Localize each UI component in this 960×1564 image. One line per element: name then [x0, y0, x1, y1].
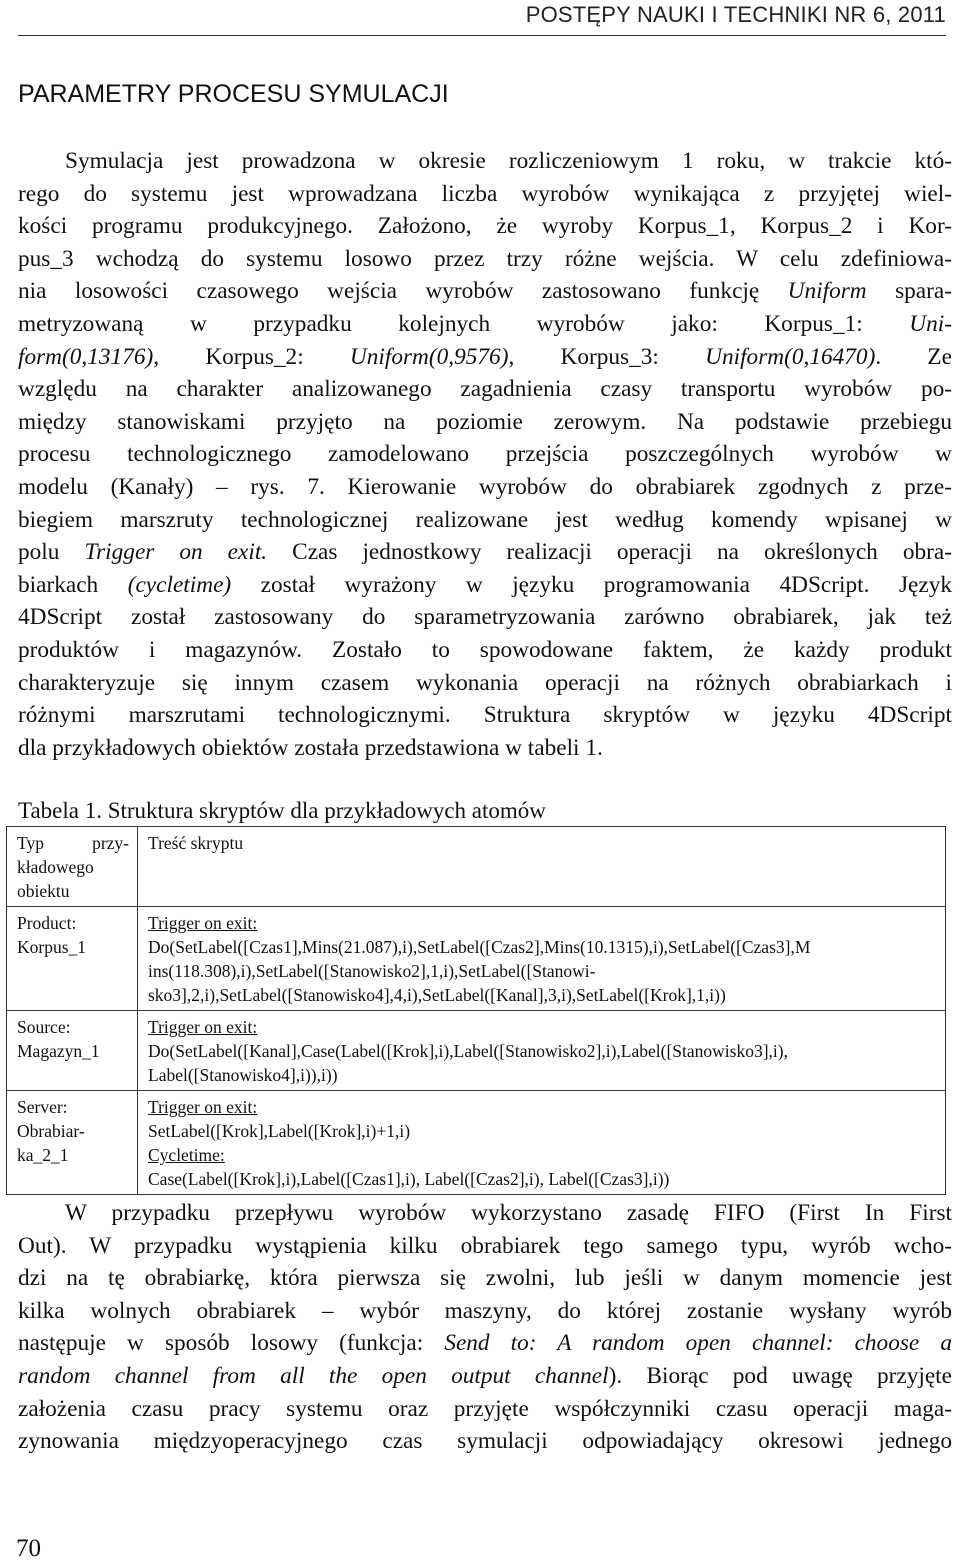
text-line: Symulacja jest prowadzona w okresie rozliczeniowym 1 roku, w trakcie któ-: [65, 148, 952, 174]
object-type-cell: Source: Magazyn_1: [7, 1011, 138, 1091]
table-header-row: [7, 827, 946, 907]
header-rule: [18, 35, 946, 36]
paragraph-fifo: [18, 1197, 952, 1458]
text-line: 4DScript został zastosowany do sparametryzowania zarówno obrabiarek, jak też: [18, 604, 952, 631]
text-line: następuje w sposób losowy (funkcja: Send to: A random open channel: choose a: [18, 1330, 952, 1357]
text-line: kilka wolnych obrabiarek – wybór maszyny, do której zostanie wysłany wyrób: [18, 1297, 952, 1324]
text-line: dla przykładowych obiektów została przedstawiona w tabeli 1.: [18, 734, 603, 761]
text-line: procesu technologicznego zamodelowano przejścia poszczególnych wyrobów w: [18, 441, 952, 468]
text-line: między stanowiskami przyjęto na poziomie zerowym. Na podstawie przebiegu: [18, 408, 952, 435]
text-line: produktów i magazynów. Zostało to spowodowane faktem, że każdy produkt: [18, 636, 952, 663]
text-line: modelu (Kanały) – rys. 7. Kierowanie wyrobów do obrabiarek zgodnych z prze-: [18, 473, 952, 500]
object-type-cell: Server: Obrabiar- ka_2_1: [7, 1091, 138, 1195]
text-line: pus_3 wchodzą do systemu losowo przez trzy różne wejścia. W celu zdefiniowa-: [18, 245, 952, 272]
text-line: nia losowości czasowego wejścia wyrobów zastosowano funkcję Uniform spara-: [18, 278, 952, 305]
text-line: biarkach (cycletime) został wyrażony w języku programowania 4DScript. Język: [18, 571, 952, 598]
text-line: W przypadku przepływu wyrobów wykorzystano zasadę FIFO (First In First: [65, 1200, 952, 1226]
text-line: form(0,13176), Korpus_2: Uniform(0,9576), Korpus_3: Uniform(0,16470). Ze: [18, 343, 952, 370]
script-cell: Trigger on exit: Do(SetLabel([Kanal],Case(Label([Krok],i),Label([Stanowisko2],i),Label([Stanowisko3],i), Label([Stanowisko4],i)),i)): [138, 1011, 946, 1091]
table-row: [7, 1091, 946, 1195]
header-cell-object-type: Typ przy- kładowego obiektu: [7, 827, 138, 907]
text-line: różnymi marszrutami technologicznymi. Struktura skryptów w języku 4DScript: [18, 702, 952, 729]
page-number: 70: [16, 1535, 41, 1562]
table-caption: Tabela 1. Struktura skryptów dla przykładowych atomów: [18, 798, 546, 823]
text-line: dzi na tę obrabiarkę, która pierwsza się zwolni, lub jeśli w danym momencie jest: [18, 1265, 952, 1292]
script-cell: Trigger on exit: Do(SetLabel([Czas1],Mins(21.087),i),SetLabel([Czas2],Mins(10.1315),i),SetLabel([Czas3],M ins(118.308),i),SetLabel([Stanowisko2],1,i),SetLabel([Stanowi- sko3],2,i),SetLabel([Stanowisko4],4,i),SetLabel([Kanal],3,i),SetLabel([Krok],1,i)): [138, 907, 946, 1011]
text-line: względu na charakter analizowanego zagadnienia czasy transportu wyrobów po-: [18, 376, 952, 403]
text-line: założenia czasu pracy systemu oraz przyjęte współczynniki czasu operacji maga-: [18, 1395, 952, 1422]
text-line: rego do systemu jest wprowadzana liczba wyrobów wynikająca z przyjętej wiel-: [18, 180, 952, 207]
header-cell-script-content: Treść skryptu: [138, 827, 946, 907]
scripts-table: [6, 826, 946, 1195]
text-line: kości programu produkcyjnego. Założono, że wyroby Korpus_1, Korpus_2 i Kor-: [18, 213, 952, 240]
text-line: polu Trigger on exit. Czas jednostkowy realizacji operacji na określonych obra-: [18, 539, 952, 566]
text-line: Out). W przypadku wystąpienia kilku obrabiarek tego samego typu, wyrób wcho-: [18, 1232, 952, 1259]
paragraph-simulation-parameters: [18, 145, 952, 764]
table-row: [7, 907, 946, 1011]
text-line: charakteryzuje się innym czasem wykonania operacji na różnych obrabiarkach i: [18, 669, 952, 696]
text-line: biegiem marszruty technologicznej realizowane jest według komendy wpisanej w: [18, 506, 952, 533]
running-header: POSTĘPY NAUKI I TECHNIKI NR 6, 2011: [525, 2, 946, 27]
object-type-cell: Product: Korpus_1: [7, 907, 138, 1011]
table-row: [7, 1011, 946, 1091]
text-line: zynowania międzyoperacyjnego czas symulacji odpowiadający okresowi jednego: [18, 1428, 952, 1455]
section-title: PARAMETRY PROCESU SYMULACJI: [18, 80, 449, 108]
text-line: metryzowaną w przypadku kolejnych wyrobów jako: Korpus_1: Uni-: [18, 310, 952, 337]
text-line: random channel from all the open output channel). Biorąc pod uwagę przyjęte: [18, 1362, 952, 1389]
script-cell: Trigger on exit: SetLabel([Krok],Label([Krok],i)+1,i) Cycletime: Case(Label([Krok],i),Label([Czas1],i), Label([Czas2],i), Label([Czas3],i)): [138, 1091, 946, 1195]
